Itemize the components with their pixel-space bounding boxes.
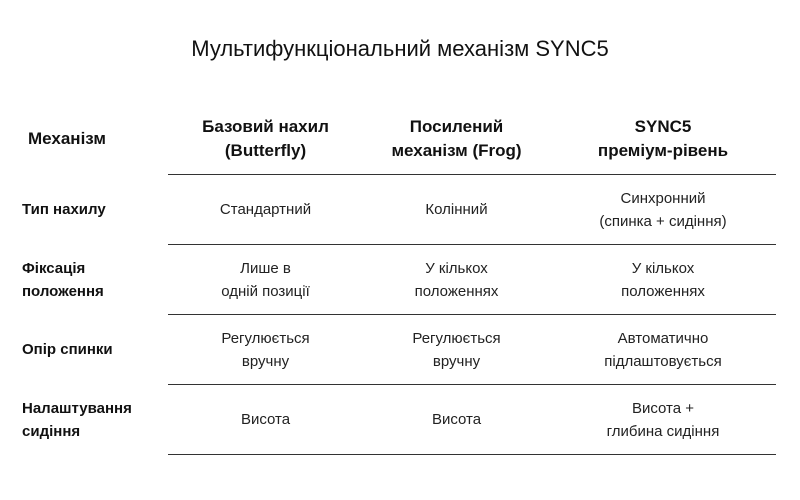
cell-line: Колінний xyxy=(425,201,488,218)
cell-line: Регулюється xyxy=(221,329,310,347)
row-label-line: положення xyxy=(22,282,104,300)
cell-line: Висота xyxy=(240,411,291,428)
header-line: преміум-рівень xyxy=(597,141,729,160)
header-cell-sync5 xyxy=(550,104,776,175)
row-label xyxy=(18,315,168,385)
row-label-line: Налаштування xyxy=(22,399,132,417)
table-cell xyxy=(363,385,550,455)
row-label xyxy=(18,385,168,455)
table-row xyxy=(18,245,776,315)
cell-line: підлаштовується xyxy=(604,352,722,370)
table-row xyxy=(18,315,776,385)
table-cell xyxy=(550,175,776,245)
header-cell-frog xyxy=(363,104,550,175)
cell-line: Автоматично xyxy=(617,329,709,347)
header-cell-butterfly xyxy=(168,104,363,175)
cell-line: вручну xyxy=(432,352,481,370)
row-label-line: Опір спинки xyxy=(22,341,113,358)
table-cell xyxy=(550,245,776,315)
row-label-line: Тип нахилу xyxy=(22,201,106,218)
row-label xyxy=(18,245,168,315)
cell-line: глибина сидіння xyxy=(606,422,720,440)
cell-line: У кількох xyxy=(425,259,488,277)
cell-line: Висота xyxy=(431,411,482,428)
row-label-line: сидіння xyxy=(22,422,81,440)
cell-line: Лише в xyxy=(240,259,291,277)
header-cell-mechanism xyxy=(18,104,168,175)
table-row xyxy=(18,385,776,455)
table-cell xyxy=(168,385,363,455)
table-cell xyxy=(168,315,363,385)
header-line: SYNC5 xyxy=(634,117,692,136)
page-title: Мультифункціональний механізм SYNC5 xyxy=(191,36,609,61)
cell-line: положеннях xyxy=(414,282,499,300)
header-line: механізм (Frog) xyxy=(391,141,522,160)
header-line: Посилений xyxy=(409,117,504,136)
cell-line: У кількох xyxy=(631,259,695,277)
header-line: Базовий нахил xyxy=(202,117,329,136)
table-header-row xyxy=(18,104,776,175)
cell-line: Висота + xyxy=(631,399,695,417)
cell-line: Синхронний xyxy=(620,189,706,207)
table-cell xyxy=(168,245,363,315)
table-cell xyxy=(168,175,363,245)
table-cell xyxy=(363,245,550,315)
header-line: (Butterfly) xyxy=(224,141,307,160)
cell-line: одній позиції xyxy=(221,282,310,300)
row-label-line: Фіксація xyxy=(22,259,86,277)
row-label xyxy=(18,175,168,245)
table-cell xyxy=(363,315,550,385)
table-row xyxy=(18,175,776,245)
cell-line: Регулюється xyxy=(412,329,501,347)
cell-line: Стандартний xyxy=(219,201,312,218)
table-cell xyxy=(550,315,776,385)
table-cell xyxy=(363,175,550,245)
header-label: Механізм xyxy=(28,129,106,149)
cell-line: (спинка + сидіння) xyxy=(599,212,727,230)
cell-line: положеннях xyxy=(621,282,705,300)
comparison-table xyxy=(18,104,776,455)
cell-line: вручну xyxy=(241,352,290,370)
table-cell xyxy=(550,385,776,455)
